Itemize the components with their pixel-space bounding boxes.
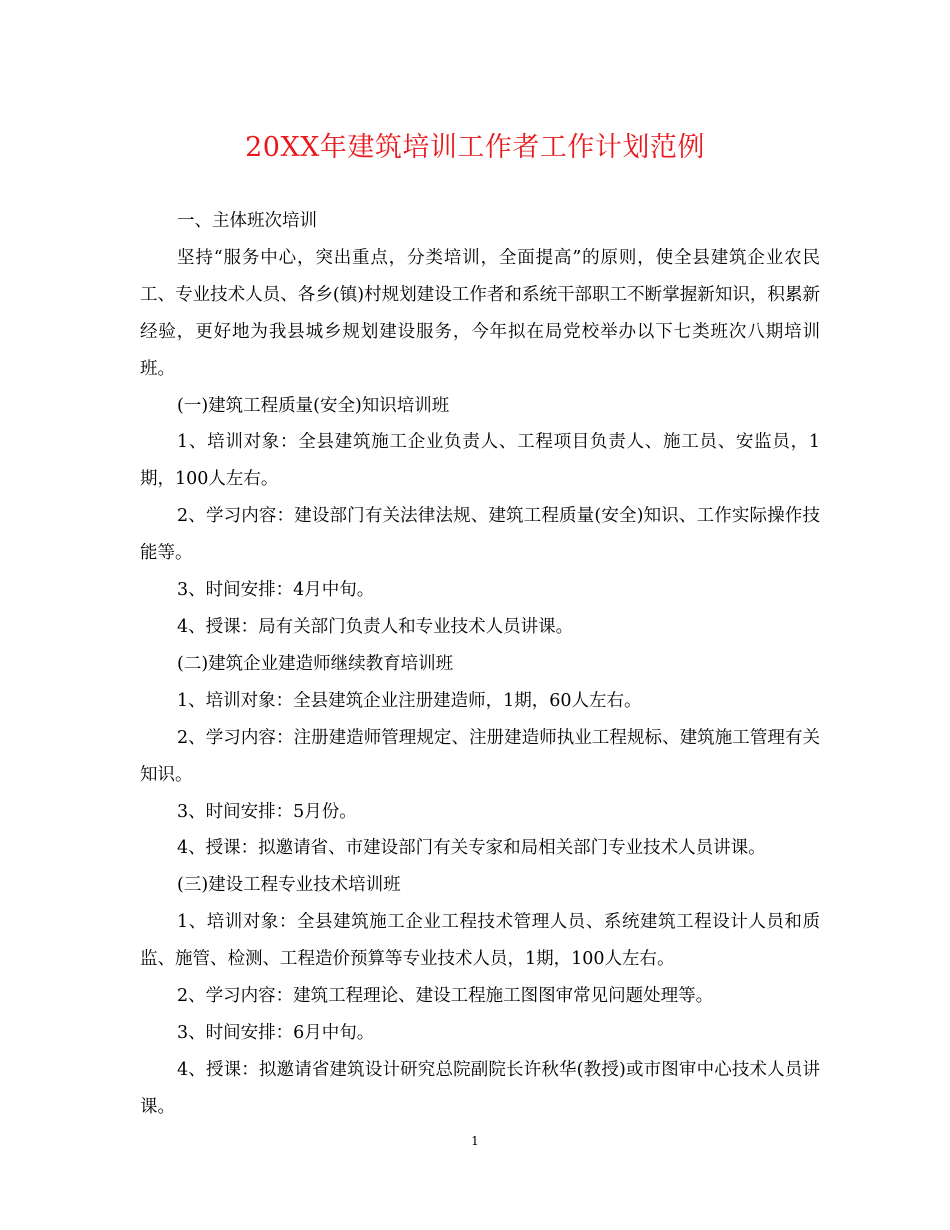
body-paragraph: 3、时间安排：5月份。 bbox=[177, 801, 357, 822]
body-paragraph: 1、培训对象：全县建筑施工企业工程技术管理人员、系统建筑工程设计人员和质监、施管、检测、工程造价预算等专业技术人员，1期，100人左右。 bbox=[140, 912, 820, 970]
page-number: 1 bbox=[471, 1134, 479, 1148]
subsection-heading: (三)建设工程专业技术培训班 bbox=[177, 875, 401, 896]
subsection-heading: (一)建筑工程质量(安全)知识培训班 bbox=[177, 395, 450, 416]
document-title: 20XX年建筑培训工作者工作计划范例 bbox=[245, 132, 705, 163]
body-paragraph: 2、学习内容：建筑工程理论、建设工程施工图图审常见问题处理等。 bbox=[177, 986, 714, 1007]
body-paragraph: 4、授课：拟邀请省、市建设部门有关专家和局相关部门专业技术人员讲课。 bbox=[177, 838, 766, 859]
body-paragraph: 3、时间安排：6月中旬。 bbox=[177, 1022, 375, 1043]
document-body bbox=[140, 203, 820, 1126]
body-paragraph: 3、时间安排：4月中旬。 bbox=[177, 580, 375, 601]
body-paragraph: 4、授课：拟邀请省建筑设计研究总院副院长许秋华(教授)或市图审中心技术人员讲课。 bbox=[140, 1059, 820, 1117]
body-paragraph: 4、授课：局有关部门负责人和专业技术人员讲课。 bbox=[177, 616, 574, 637]
body-paragraph: 2、学习内容：注册建造师管理规定、注册建造师执业工程规标、建筑施工管理有关知识。 bbox=[140, 727, 820, 785]
section-heading: 一、主体班次培训 bbox=[177, 211, 317, 231]
subsection-heading: (二)建筑企业建造师继续教育培训班 bbox=[177, 653, 454, 674]
body-paragraph: 坚持“服务中心，突出重点，分类培训，全面提高”的原则，使全县建筑企业农民工、专业技术人员、各乡(镇)村规划建设工作者和系统干部职工不断掌握新知识，积累新经验，更好地为我县城乡规划建设服务，今年拟在局党校举办以下七类班次八期培训班。 bbox=[140, 247, 820, 379]
body-paragraph: 1、培训对象：全县建筑施工企业负责人、工程项目负责人、施工员、安监员，1期，100人左右。 bbox=[140, 432, 820, 490]
body-paragraph: 2、学习内容：建设部门有关法律法规、建筑工程质量(安全)知识、工作实际操作技能等。 bbox=[140, 506, 820, 564]
body-paragraph: 1、培训对象：全县建筑企业注册建造师，1期，60人左右。 bbox=[177, 690, 642, 711]
